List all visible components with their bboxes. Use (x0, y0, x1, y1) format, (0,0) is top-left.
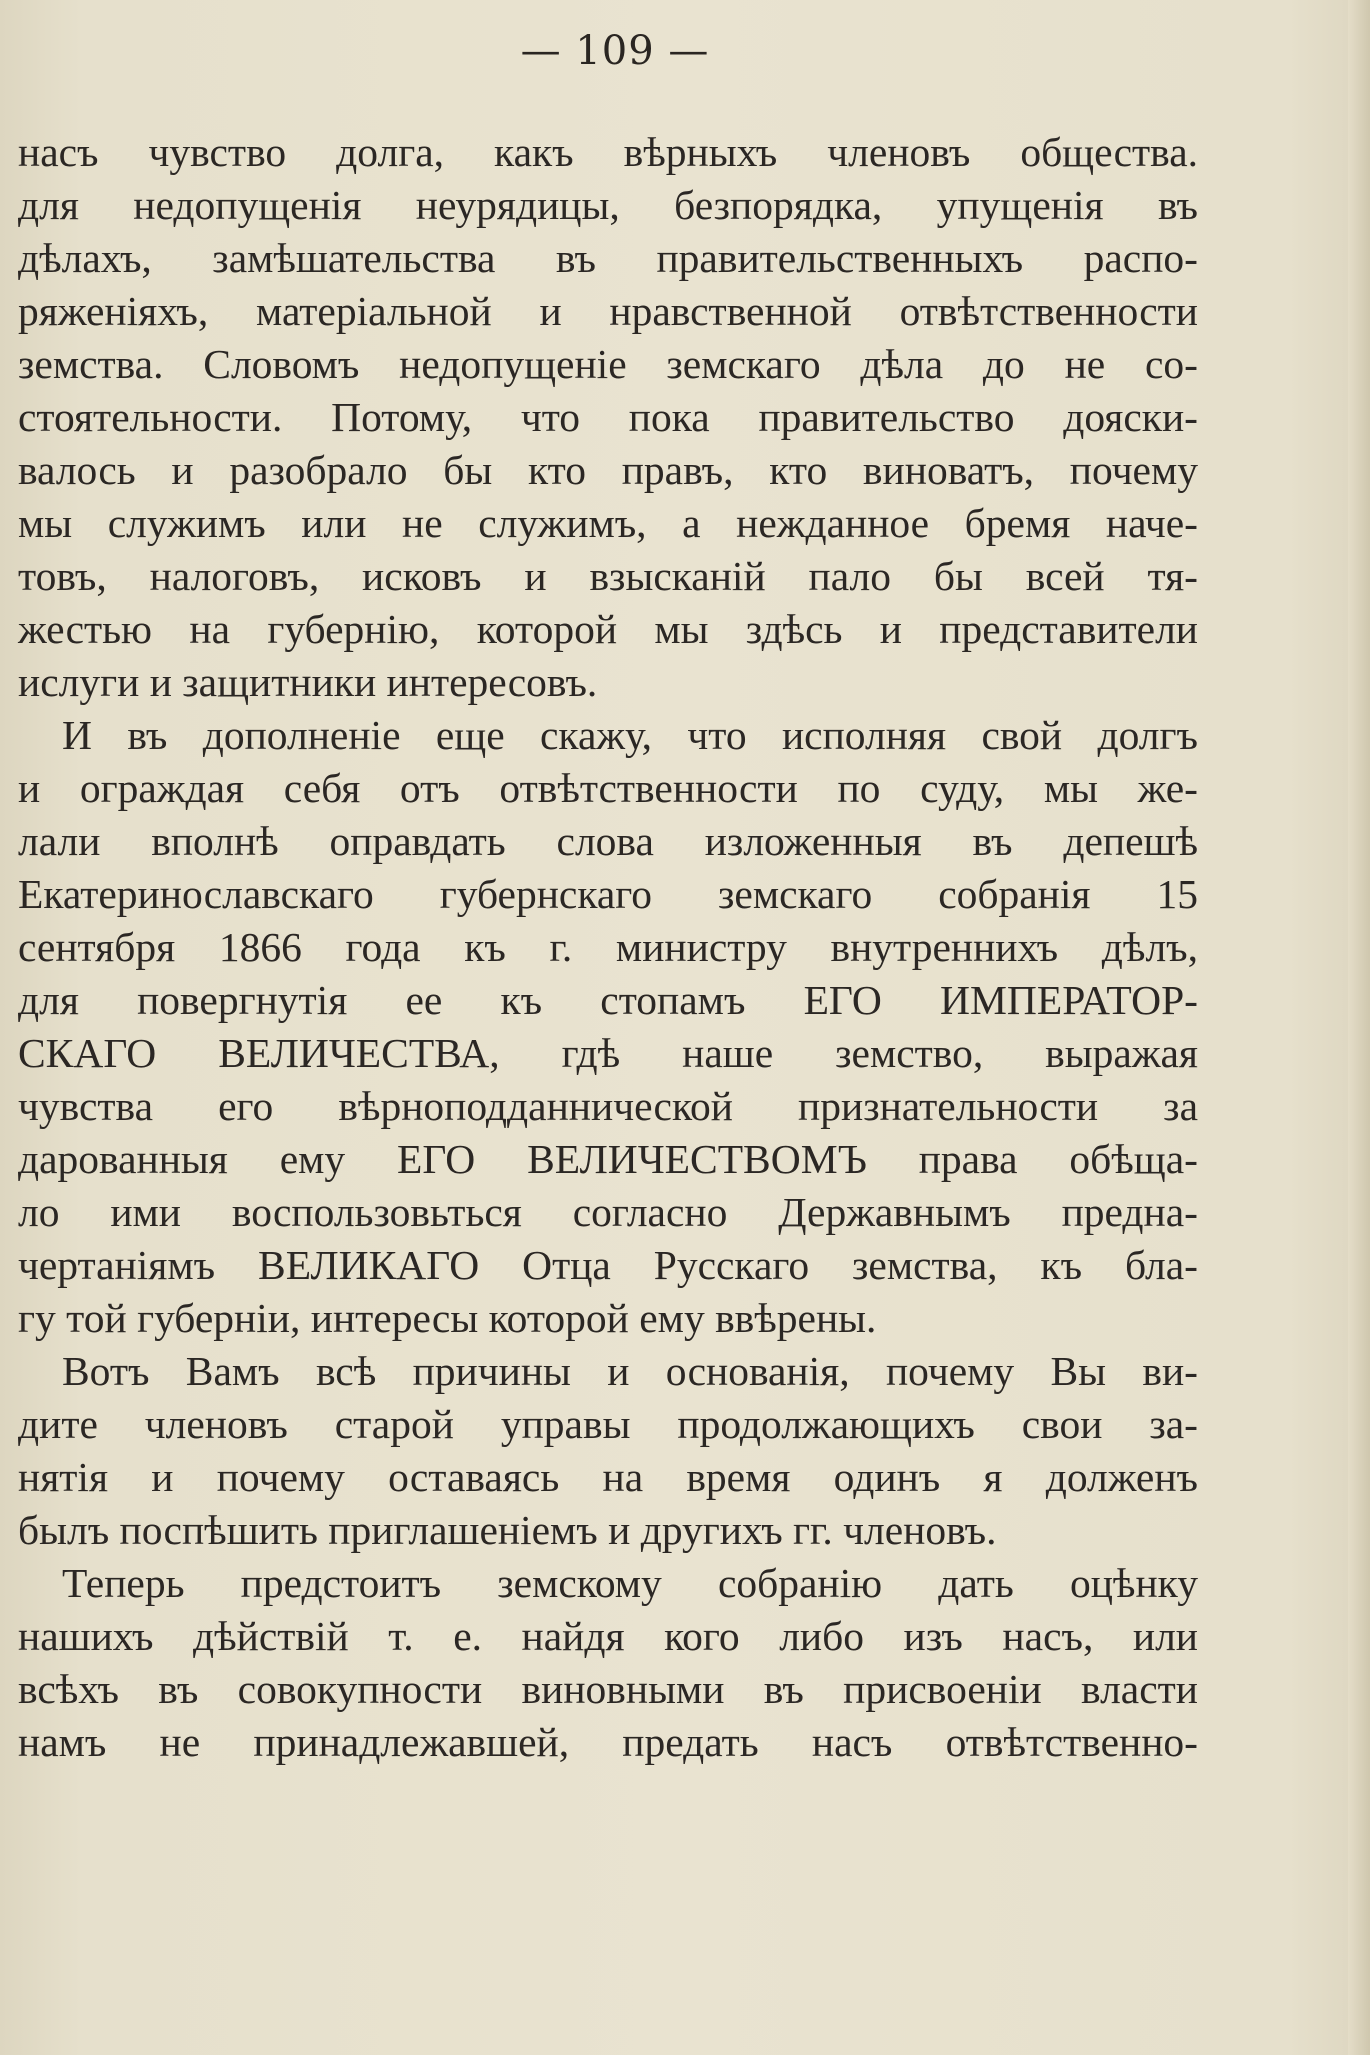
text-line: намъ не принадлежавшей, предать насъ отвѣтственно- (18, 1719, 1198, 1765)
text-line: ислуги и защитники интересовъ. (18, 659, 598, 705)
text-line: Вотъ Вамъ всѣ причины и основанія, почему Вы ви- (62, 1348, 1198, 1394)
text-line: земства. Словомъ недопущеніе земскаго дѣла до не со- (18, 341, 1198, 387)
text-line: насъ чувство долга, какъ вѣрныхъ членовъ общества. (18, 129, 1198, 175)
text-line: СКАГО ВЕЛИЧЕСТВА, гдѣ наше земство, выражая (18, 1030, 1198, 1076)
text-line: гу той губерніи, интересы которой ему ввѣрены. (18, 1295, 877, 1341)
text-line: для недопущенія неурядицы, безпорядка, упущенія въ (18, 182, 1198, 228)
page-gutter (1348, 0, 1370, 2055)
text-line: чувства его вѣрноподданнической признательности за (18, 1083, 1198, 1129)
text-line: чертаніямъ ВЕЛИКАГО Отца Русскаго земства, къ бла- (18, 1242, 1198, 1288)
text-line: товъ, налоговъ, исковъ и взысканій пало бы всей тя- (18, 553, 1198, 599)
text-line: мы служимъ или не служимъ, а нежданное бремя наче- (18, 500, 1198, 546)
text-line: ло ими воспользовьться согласно Державнымъ предна- (18, 1189, 1198, 1235)
body-text (18, 126, 1198, 1769)
text-line: всѣхъ въ совокупности виновными въ присвоеніи власти (18, 1666, 1198, 1712)
text-line: нятія и почему оставаясь на время одинъ я долженъ (18, 1454, 1198, 1500)
text-line: Теперь предстоитъ земскому собранію дать оцѣнку (62, 1560, 1198, 1606)
text-line: сентября 1866 года къ г. министру внутреннихъ дѣлъ, (18, 924, 1198, 970)
text-line: стоятельности. Потому, что пока правительство дояски- (18, 394, 1198, 440)
page-number: — 109 — (520, 28, 710, 74)
text-line: лали вполнѣ оправдать слова изложенныя въ депешѣ (18, 818, 1198, 864)
text-line: для повергнутія ее къ стопамъ ЕГО ИМПЕРАТОР- (18, 977, 1198, 1023)
text-line: дарованныя ему ЕГО ВЕЛИЧЕСТВОМЪ права обѣща- (18, 1136, 1198, 1182)
text-line: и ограждая себя отъ отвѣтственности по суду, мы же- (18, 765, 1198, 811)
text-line: ряженіяхъ, матеріальной и нравственной отвѣтственности (18, 288, 1198, 334)
text-line: И въ дополненіе еще скажу, что исполняя свой долгъ (62, 712, 1198, 758)
text-line: дѣлахъ, замѣшательства въ правительственныхъ распо- (18, 235, 1198, 281)
text-line: нашихъ дѣйствій т. е. найдя кого либо изъ насъ, или (18, 1613, 1198, 1659)
text-line: былъ поспѣшить приглашеніемъ и другихъ гг. членовъ. (18, 1507, 997, 1553)
text-line: Екатеринославскаго губернскаго земскаго собранія 15 (18, 871, 1198, 917)
text-line: валось и разобрало бы кто правъ, кто виноватъ, почему (18, 447, 1198, 493)
text-line: жестью на губернію, которой мы здѣсь и представители (18, 606, 1198, 652)
text-line: дите членовъ старой управы продолжающихъ свои за- (18, 1401, 1198, 1447)
